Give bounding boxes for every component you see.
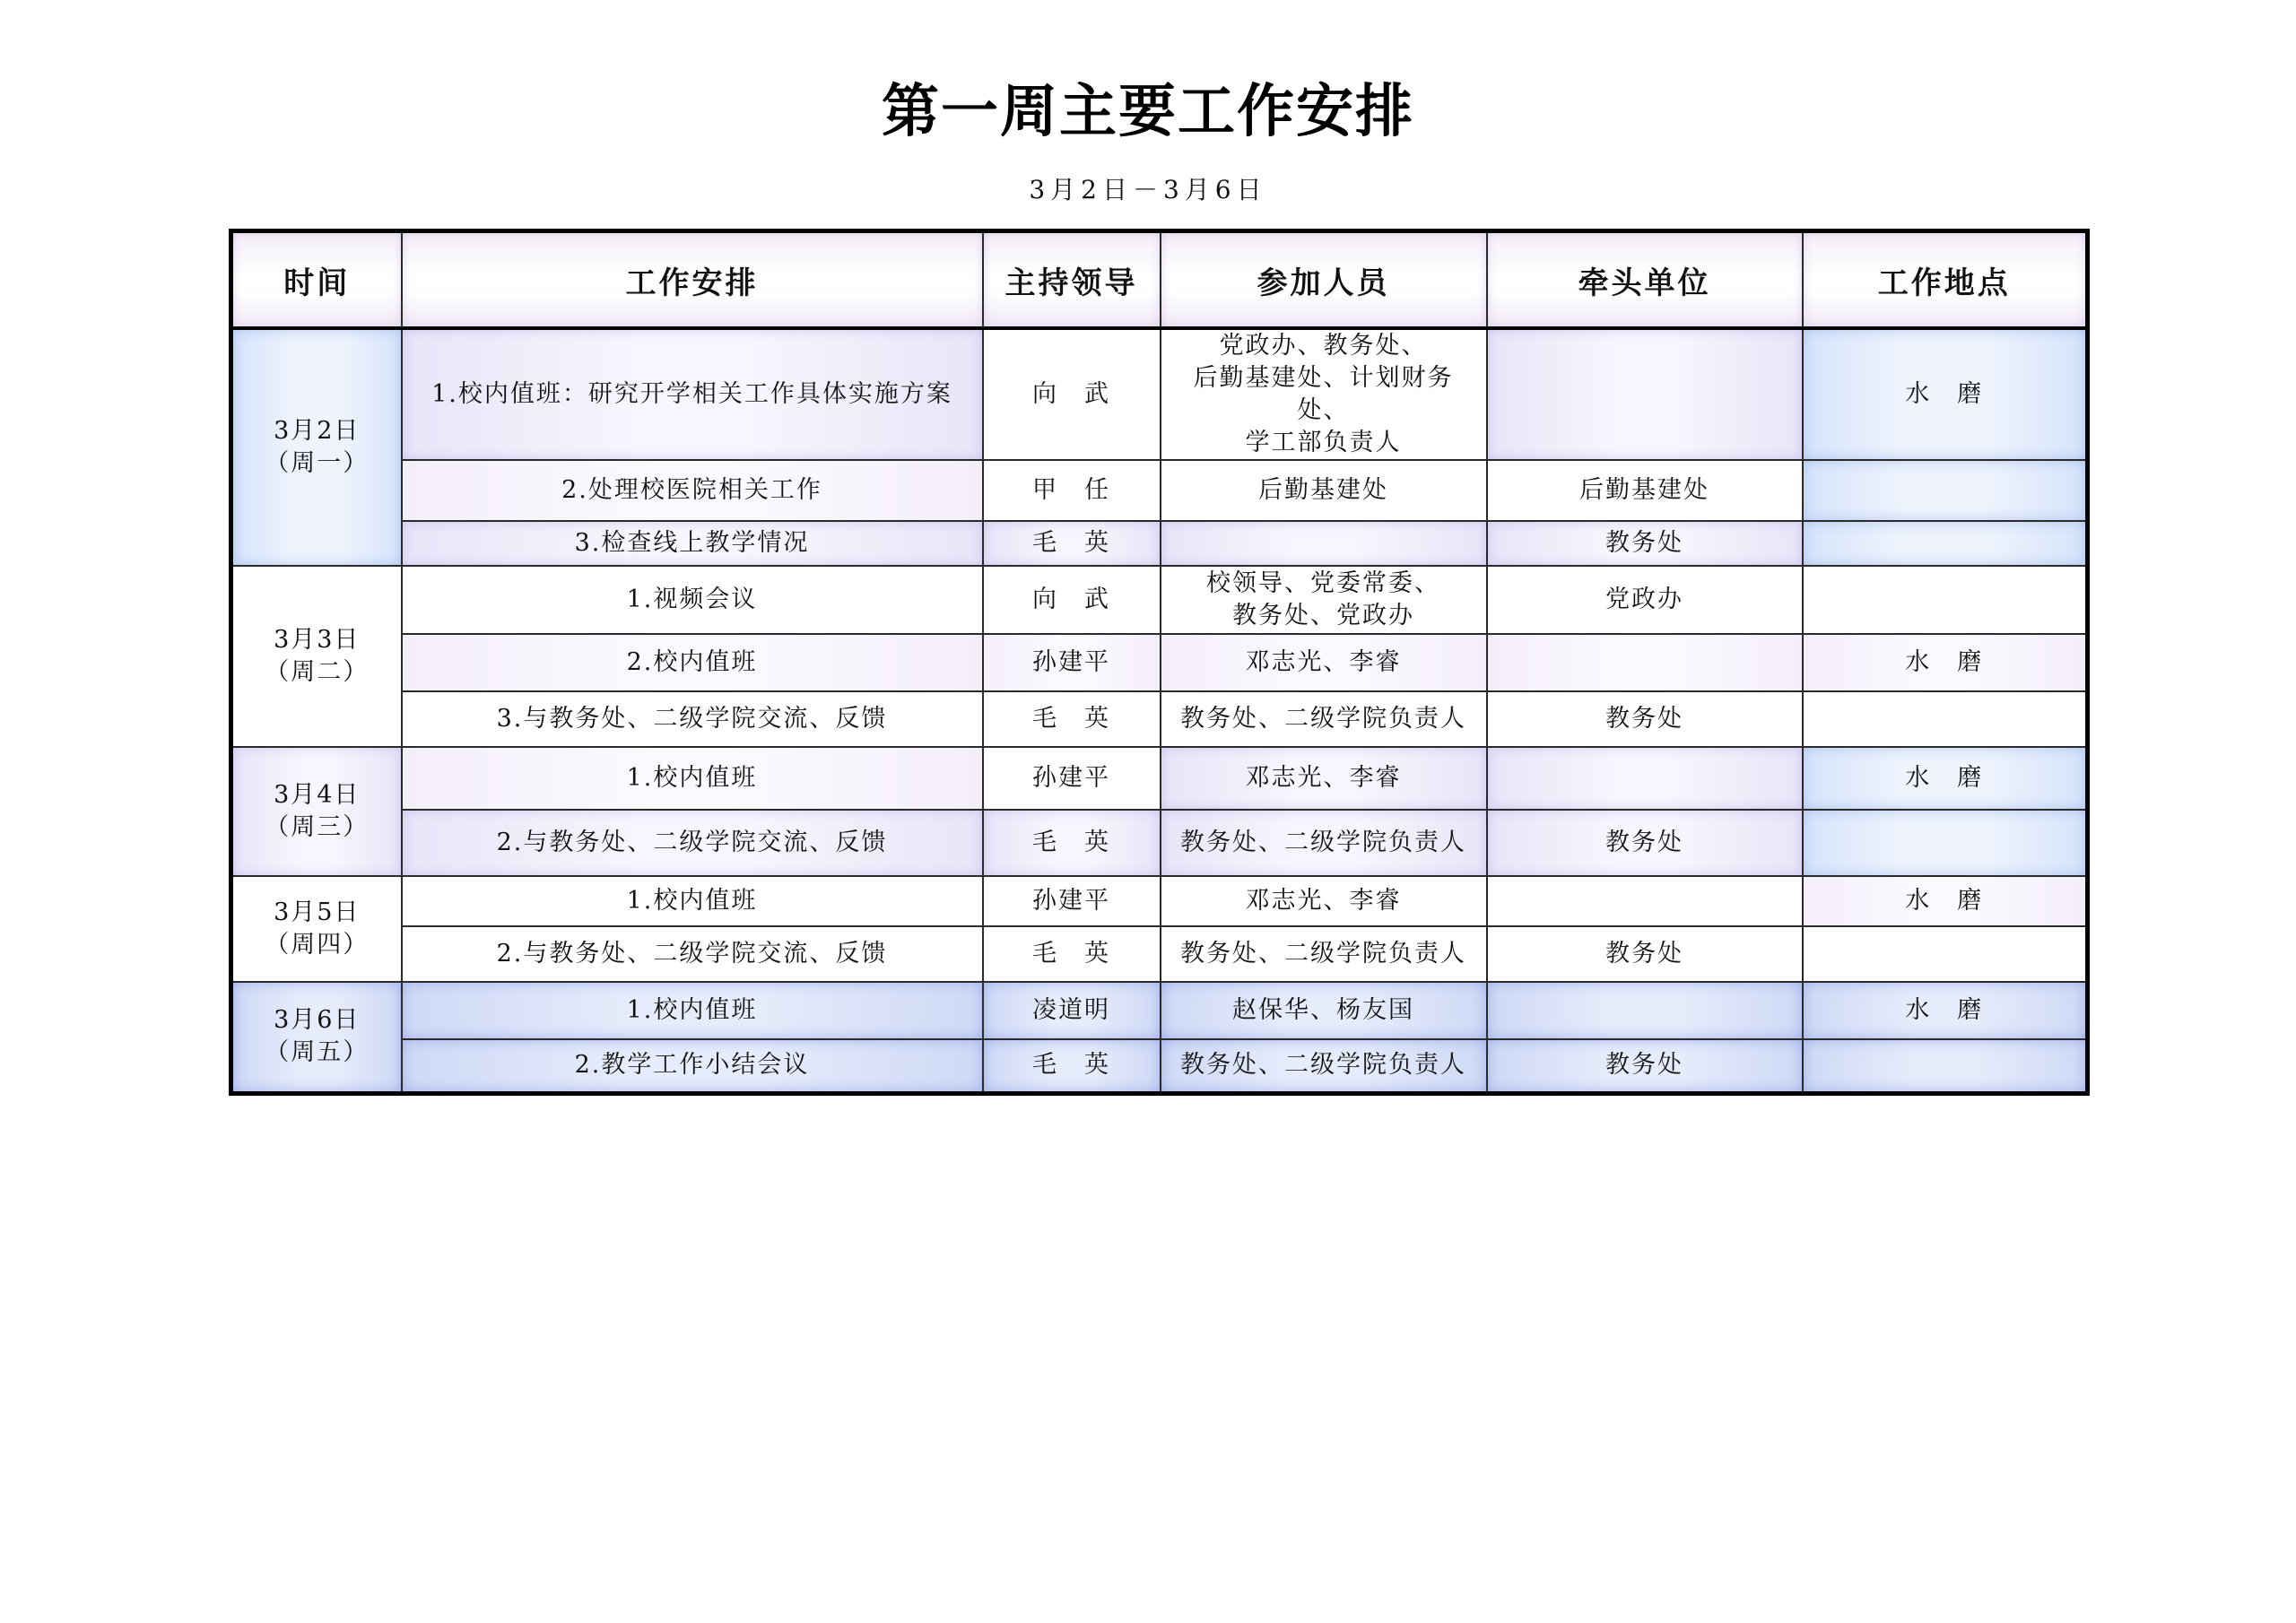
participants-line: 教务处、党政办	[1232, 602, 1414, 629]
lead-unit-cell	[1487, 328, 1803, 460]
host-cell: 孙建平	[983, 634, 1161, 691]
location-cell	[1803, 566, 2088, 634]
host-cell: 向 武	[983, 328, 1161, 460]
location-cell	[1803, 691, 2088, 747]
day-date: 3月4日	[274, 781, 361, 809]
location-cell	[1803, 926, 2088, 982]
location-cell: 水 磨	[1803, 747, 2088, 810]
task-cell: 1.校内值班	[402, 876, 983, 926]
lead-unit-cell: 教务处	[1487, 521, 1803, 566]
page-title: 第一周主要工作安排	[882, 78, 1414, 145]
location-cell	[1803, 521, 2088, 566]
location-cell	[1803, 1039, 2088, 1093]
table-row	[231, 982, 2088, 1039]
participants-line: 党政办、教务处、	[1219, 332, 1428, 360]
column-header-host: 主持领导	[983, 231, 1161, 329]
participants-cell: 教务处、二级学院负责人	[1161, 1039, 1487, 1093]
table-row	[231, 810, 2088, 876]
location-cell: 水 磨	[1803, 876, 2088, 926]
task-cell: 1.校内值班：研究开学相关工作具体实施方案	[402, 328, 983, 460]
host-cell: 凌道明	[983, 982, 1161, 1039]
lead-unit-cell	[1487, 747, 1803, 810]
day-weekday: （周四）	[265, 931, 370, 959]
participants-line: 学工部负责人	[1245, 429, 1402, 456]
table-header-row	[231, 231, 2088, 329]
participants-cell	[1161, 566, 1487, 634]
date-range-subtitle: 3月2日－3月6日	[1029, 175, 1267, 204]
participants-cell: 教务处、二级学院负责人	[1161, 926, 1487, 982]
day-date: 3月2日	[274, 417, 361, 445]
participants-cell: 后勤基建处	[1161, 460, 1487, 521]
table-row	[231, 1039, 2088, 1093]
day-cell-mon	[231, 328, 402, 566]
host-cell: 毛 英	[983, 810, 1161, 876]
task-cell: 3.检查线上教学情况	[402, 521, 983, 566]
day-weekday: （周二）	[265, 658, 370, 686]
host-cell: 甲 任	[983, 460, 1161, 521]
participants-cell	[1161, 328, 1487, 460]
column-header-task: 工作安排	[402, 231, 983, 329]
column-header-lead-unit: 牵头单位	[1487, 231, 1803, 329]
participants-line: 校领导、党委常委、	[1206, 569, 1440, 597]
table-row	[231, 566, 2088, 634]
participants-cell	[1161, 521, 1487, 566]
table-row	[231, 876, 2088, 926]
location-cell: 水 磨	[1803, 634, 2088, 691]
day-weekday: （周三）	[265, 813, 370, 841]
lead-unit-cell	[1487, 634, 1803, 691]
column-header-time: 时间	[231, 231, 402, 329]
table-row	[231, 691, 2088, 747]
participants-cell: 邓志光、李睿	[1161, 747, 1487, 810]
table-row	[231, 521, 2088, 566]
day-cell-fri	[231, 982, 402, 1093]
lead-unit-cell: 后勤基建处	[1487, 460, 1803, 521]
column-header-location: 工作地点	[1803, 231, 2088, 329]
task-cell: 2.与教务处、二级学院交流、反馈	[402, 810, 983, 876]
table-row	[231, 634, 2088, 691]
day-date: 3月6日	[274, 1006, 361, 1035]
lead-unit-cell: 教务处	[1487, 810, 1803, 876]
lead-unit-cell: 教务处	[1487, 926, 1803, 982]
host-cell: 毛 英	[983, 521, 1161, 566]
host-cell: 孙建平	[983, 747, 1161, 810]
location-cell: 水 磨	[1803, 982, 2088, 1039]
table-row	[231, 460, 2088, 521]
participants-cell: 邓志光、李睿	[1161, 634, 1487, 691]
task-cell: 2.处理校医院相关工作	[402, 460, 983, 521]
task-cell: 1.校内值班	[402, 747, 983, 810]
participants-cell: 教务处、二级学院负责人	[1161, 810, 1487, 876]
host-cell: 向 武	[983, 566, 1161, 634]
day-cell-thu	[231, 876, 402, 982]
task-cell: 2.校内值班	[402, 634, 983, 691]
host-cell: 孙建平	[983, 876, 1161, 926]
day-date: 3月3日	[274, 626, 361, 654]
table-row	[231, 328, 2088, 460]
location-cell	[1803, 810, 2088, 876]
task-cell: 1.视频会议	[402, 566, 983, 634]
table-row	[231, 926, 2088, 982]
host-cell: 毛 英	[983, 926, 1161, 982]
location-cell	[1803, 460, 2088, 521]
host-cell: 毛 英	[983, 1039, 1161, 1093]
host-cell: 毛 英	[983, 691, 1161, 747]
participants-cell: 教务处、二级学院负责人	[1161, 691, 1487, 747]
lead-unit-cell	[1487, 876, 1803, 926]
participants-line: 后勤基建处、计划财务处、	[1193, 364, 1454, 424]
lead-unit-cell: 教务处	[1487, 691, 1803, 747]
lead-unit-cell	[1487, 982, 1803, 1039]
day-weekday: （周五）	[265, 1038, 370, 1067]
lead-unit-cell: 教务处	[1487, 1039, 1803, 1093]
location-cell: 水 磨	[1803, 328, 2088, 460]
schedule-table	[229, 229, 2090, 1096]
task-cell: 2.教学工作小结会议	[402, 1039, 983, 1093]
lead-unit-cell: 党政办	[1487, 566, 1803, 634]
task-cell: 1.校内值班	[402, 982, 983, 1039]
task-cell: 2.与教务处、二级学院交流、反馈	[402, 926, 983, 982]
column-header-participants: 参加人员	[1161, 231, 1487, 329]
day-weekday: （周一）	[265, 449, 370, 477]
table-row	[231, 747, 2088, 810]
participants-cell: 邓志光、李睿	[1161, 876, 1487, 926]
participants-cell: 赵保华、杨友国	[1161, 982, 1487, 1039]
day-cell-tue	[231, 566, 402, 747]
day-cell-wed	[231, 747, 402, 876]
day-date: 3月5日	[274, 898, 361, 926]
task-cell: 3.与教务处、二级学院交流、反馈	[402, 691, 983, 747]
